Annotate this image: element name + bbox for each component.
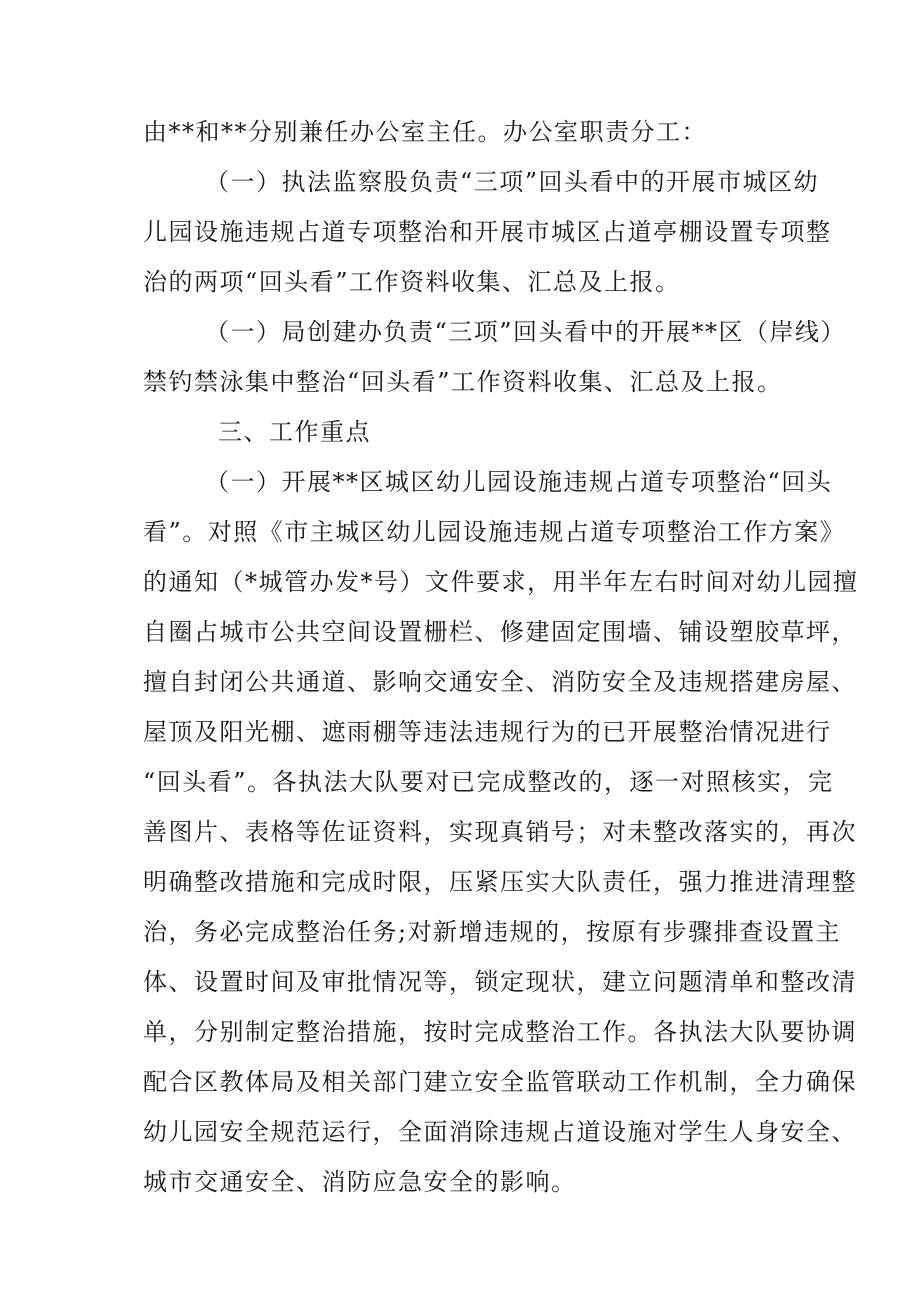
text-line: 单，分别制定整治措施，按时完成整治工作。各执法大队要协调	[143, 1018, 857, 1046]
text-line: 自圈占城市公共空间设置栅栏、修建固定围墙、铺设塑胶草坪，	[143, 618, 857, 646]
text-line: 城市交通安全、消防应急安全的影响。	[143, 1168, 577, 1196]
text-line: “回头看”。各执法大队要对已完成整改的，逐一对照核实，完	[143, 768, 834, 796]
text-line: 屋顶及阳光棚、遮雨棚等违法违规行为的已开展整治情况进行	[143, 718, 832, 746]
text-line: 治的两项“回头看”工作资料收集、汇总及上报。	[143, 268, 681, 296]
text-line: 治，务必完成整治任务;对新增违规的，按原有步骤排查设置主	[143, 918, 842, 946]
text-line: 善图片、表格等佐证资料，实现真销号；对未整改落实的，再次	[143, 818, 857, 846]
text-line: 体、设置时间及审批情况等，锁定现状，建立问题清单和整改清	[143, 968, 857, 996]
text-line: 明确整改措施和完成时限，压紧压实大队责任，强力推进清理整	[143, 868, 857, 896]
text-line: （一）开展**区城区幼儿园设施违规占道专项整治“回头	[205, 468, 833, 496]
text-line: 幼儿园安全规范运行，全面消除违规占道设施对学生人身安全、	[143, 1118, 857, 1146]
text-line: 禁钓禁泳集中整治“回头看”工作资料收集、汇总及上报。	[143, 368, 783, 396]
section-heading: 三、工作重点	[218, 418, 371, 446]
text-line: 由**和**分别兼任办公室主任。办公室职责分工：	[143, 118, 707, 146]
text-line: （一）局创建办负责“三项”回头看中的开展**区（岸线）	[205, 318, 847, 346]
text-line: （一）执法监察股负责“三项”回头看中的开展市城区幼	[205, 168, 820, 196]
text-line: 看”。对照《市主城区幼儿园设施违规占道专项整治工作方案》	[143, 518, 846, 546]
text-line: 儿园设施违规占道专项整治和开展市城区占道亭棚设置专项整	[143, 218, 832, 246]
text-line: 配合区教体局及相关部门建立安全监管联动工作机制，全力确保	[143, 1068, 857, 1096]
text-line: 擅自封闭公共通道、影响交通安全、消防安全及违规搭建房屋、	[143, 668, 857, 696]
text-line: 的通知（*城管办发*号）文件要求，用半年左右时间对幼儿园擅	[143, 568, 859, 596]
